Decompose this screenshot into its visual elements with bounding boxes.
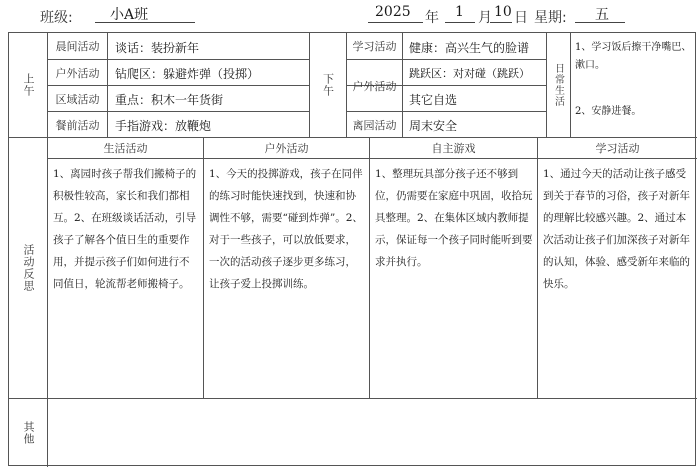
- other-section-label: 其他: [22, 420, 35, 445]
- year-unit: 年: [425, 10, 439, 26]
- morning-content-0: 谈话：装扮新年: [115, 41, 200, 55]
- reflection-col-title-1: 户外活动: [264, 142, 309, 155]
- morning-activity-0: 晨间活动: [55, 40, 100, 53]
- reflection-text-3: 1、通过今天的活动让孩子感受到关于春节的习俗，孩子对新年的理解比较感兴趣。2、通过本次活动让孩子们加深孩子对新年的认知，体验、感受新年来临的快乐。: [543, 168, 690, 290]
- weekday-underline: [575, 22, 625, 23]
- day-value: 10: [494, 4, 512, 20]
- daily-plan-table: [8, 32, 696, 466]
- morning-section-label: 上午: [22, 73, 35, 97]
- reflection-col-title-3: 学习活动: [595, 142, 640, 155]
- afternoon-content-1: 跳跃区：对对碰（跳跃）: [409, 67, 530, 80]
- morning-content-2: 重点：积木一年货街: [115, 93, 224, 107]
- afternoon-activity-3: 离园活动: [352, 118, 397, 132]
- reflection-section-label: 活动反思: [22, 243, 35, 292]
- class-underline: [95, 22, 195, 23]
- daily-life-label: 日常生活: [552, 63, 564, 107]
- weekday-value: 五: [595, 7, 609, 23]
- year-underline: [368, 22, 423, 23]
- reflection-text-1: 1、今天的投掷游戏，孩子在同伴的练习时能快速找到，快速和协调性不够，需要“碰到炸弹”。2、对于一些孩子，可以放低要求，一次的活动孩子逐步更多练习，让孩子爱上投掷训练。: [209, 168, 363, 290]
- class-label: 班级:: [40, 10, 73, 26]
- daily-life-item-0: 1、学习饭后擦干净嘴巴、漱口。: [575, 42, 692, 71]
- morning-activity-3: 餐前活动: [55, 118, 100, 132]
- morning-activity-1: 户外活动: [55, 66, 100, 80]
- afternoon-content-2: 其它自选: [409, 93, 458, 107]
- afternoon-section-label: 下午: [321, 73, 335, 97]
- form-header: [0, 0, 700, 30]
- month-value: 1: [455, 4, 464, 20]
- year-value: 2025: [375, 4, 411, 20]
- afternoon-activity-0: 学习活动: [352, 40, 397, 53]
- morning-content-3: 手指游戏：放鞭炮: [115, 119, 212, 133]
- afternoon-content-3: 周末安全: [409, 119, 458, 133]
- morning-content-1: 钻爬区：躲避炸弹（投掷）: [115, 67, 260, 81]
- day-unit: 日: [514, 10, 528, 26]
- afternoon-content-0: 健康：高兴生气的脸谱: [409, 41, 530, 55]
- weekday-label: 星期:: [534, 10, 567, 26]
- reflection-text-2: 1、整理玩具部分孩子还不够到位，仍需要在家庭中巩固，收拾玩具整理。2、在集体区域内教师提示，保证每一个孩子同时能听到要求并执行。: [375, 168, 533, 268]
- class-value: 小A班: [110, 7, 149, 23]
- month-unit: 月: [478, 10, 492, 26]
- morning-activity-2: 区域活动: [55, 92, 100, 106]
- daily-life-item-1: 2、安静进餐。: [575, 106, 642, 117]
- reflection-col-title-2: 自主游戏: [431, 142, 476, 155]
- afternoon-activity-1: 户外活动: [352, 79, 397, 93]
- month-underline: [445, 22, 475, 23]
- day-underline: [490, 22, 512, 23]
- reflection-text-0: 1、离园时孩子帮我们搬椅子的积极性较高，家长和我们都相互。2、在班级谈话活动，引导孩子了解各个值日生的重要作用，并提示孩子们如何进行不同值日，轮流帮老师搬椅子。: [53, 168, 197, 290]
- reflection-col-title-0: 生活活动: [103, 142, 148, 155]
